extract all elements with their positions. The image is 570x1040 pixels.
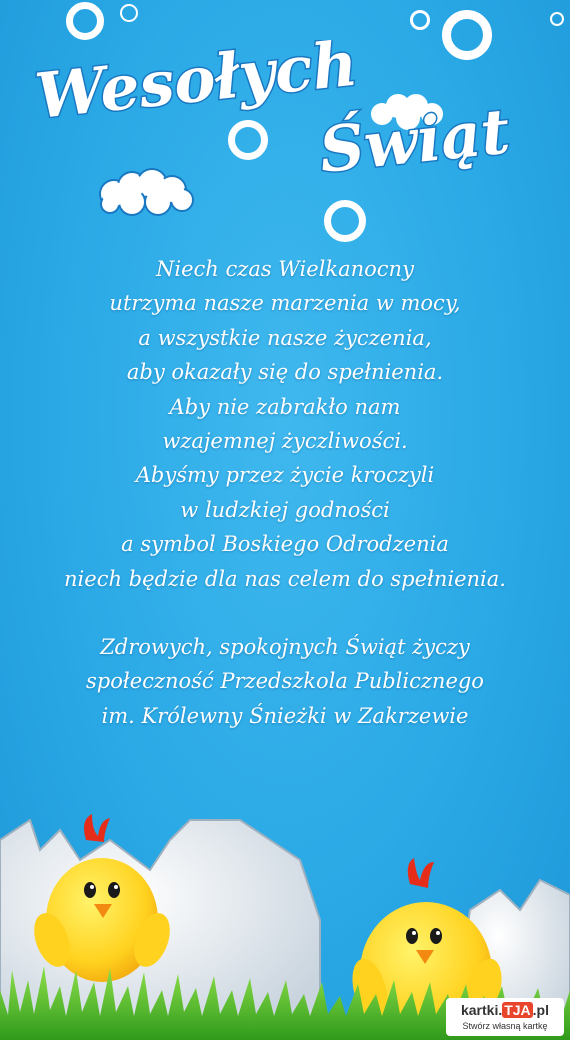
bubble-ring-icon bbox=[66, 2, 104, 40]
title-word-2: Świąt bbox=[315, 94, 514, 187]
greeting-title bbox=[30, 40, 550, 200]
poem-line: utrzyma nasze marzenia w mocy, bbox=[109, 291, 461, 316]
logo-brand bbox=[446, 998, 564, 1020]
logo-tagline: Stwórz własną kartkę bbox=[462, 1021, 548, 1031]
logo-brand-prefix: kartki. bbox=[460, 1002, 503, 1018]
poem-line: Aby nie zabrakło nam bbox=[169, 394, 401, 419]
greeting-line: im. Królewny Śnieżki w Zakrzewie bbox=[101, 703, 469, 728]
logo-brand-suffix: .pl bbox=[532, 1002, 550, 1018]
title-word-1: Wesołych bbox=[31, 40, 361, 133]
poem-line: a wszystkie nasze życzenia, bbox=[138, 325, 432, 350]
greeting-line: Zdrowych, spokojnych Świąt życzy bbox=[100, 635, 470, 660]
bubble-ring-icon bbox=[550, 12, 564, 26]
logo-brand-highlight: TJA bbox=[504, 1002, 531, 1018]
poem-line: w ludzkiej godności bbox=[180, 497, 390, 522]
bubble-ring-icon bbox=[120, 4, 138, 22]
bubble-ring-icon bbox=[324, 200, 366, 242]
poem-line: Abyśmy przez życie kroczyli bbox=[135, 463, 435, 488]
poem-line: Niech czas Wielkanocny bbox=[156, 257, 414, 281]
poem-line: wzajemnej życzliwości. bbox=[162, 429, 408, 454]
bubble-ring-icon bbox=[410, 10, 430, 30]
site-logo[interactable] bbox=[446, 998, 564, 1036]
poem-line: aby okazały się do spełnienia. bbox=[126, 360, 444, 385]
greeting-line: społeczność Przedszkola Publicznego bbox=[86, 669, 484, 694]
poem-gap bbox=[0, 596, 570, 630]
poem-line: a symbol Boskiego Odrodzenia bbox=[121, 532, 449, 557]
poem-line: niech będzie dla nas celem do spełnienia. bbox=[64, 566, 506, 591]
poem-text bbox=[0, 252, 570, 733]
